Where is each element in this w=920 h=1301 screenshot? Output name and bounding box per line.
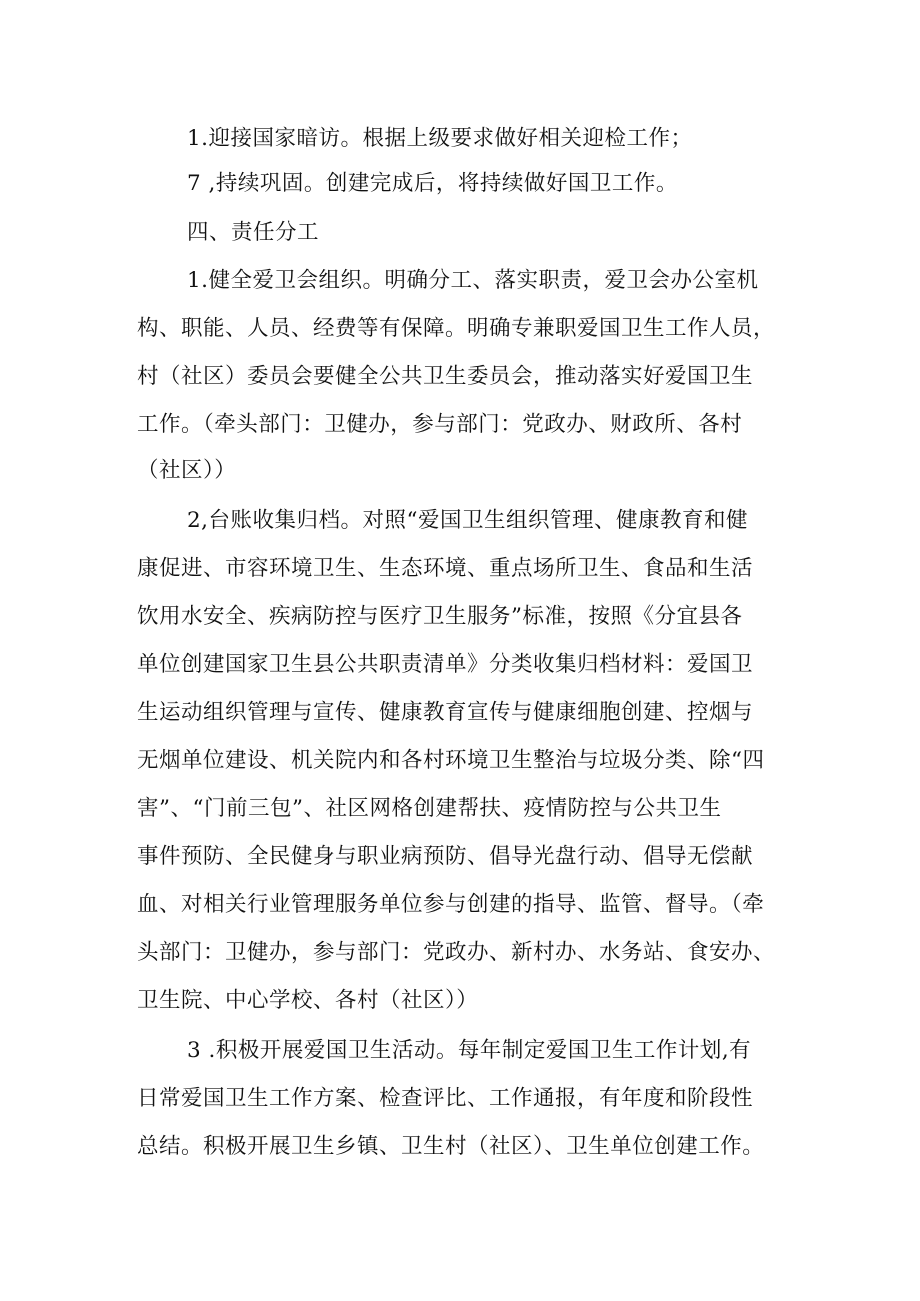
item1-line: （社区）） xyxy=(137,458,237,483)
item3-line: 3 .积极开展爱国卫生活动。每年制定爱国卫生工作计划,有 xyxy=(187,1038,752,1063)
item2-line: 康促进、市容环境卫生、生态环境、重点场所卫生、食品和生活 xyxy=(137,556,754,581)
item3-line: 日常爱国卫生工作方案、检查评比、工作通报，有年度和阶段性 xyxy=(137,1086,754,1111)
paragraph-2: 7 ,持续巩固。创建完成后，将持续做好国卫工作。 xyxy=(187,171,678,196)
section-heading: 四、责任分工 xyxy=(187,220,320,245)
item2-line: 2,台账收集归档。对照“爱国卫生组织管理、健康教育和健 xyxy=(187,508,749,533)
item1-line: 构、职能、人员、经费等有保障。明确专兼职爱国卫生工作人员， xyxy=(137,316,776,341)
item3-line: 总结。积极开展卫生乡镇、卫生村（社区）、卫生单位创建工作。 xyxy=(137,1134,765,1159)
item1-line: 工作。（牵头部门：卫健办，参与部门：党政办、财政所、各村 xyxy=(137,412,743,437)
item2-line: 头部门：卫健办，参与部门：党政办、新村办、水务站、食安办、 xyxy=(137,940,776,965)
item1-line: 1.健全爱卫会组织。明确分工、落实职责，爱卫会办公室机 xyxy=(187,268,759,293)
item2-line: 卫生院、中心学校、各村（社区）） xyxy=(137,988,479,1013)
item2-line: 单位创建国家卫生县公共职责清单》分类收集归档材料：爱国卫 xyxy=(137,652,754,677)
item1-line: 村（社区）委员会要健全公共卫生委员会，推动落实好爱国卫生 xyxy=(137,364,754,389)
item2-line: 生运动组织管理与宣传、健康教育宣传与健康细胞创建、控烟与 xyxy=(137,700,754,725)
item2-line: 害”、“门前三包”、社区网格创建帮扶、疫情防控与公共卫生 xyxy=(137,796,722,821)
paragraph-1: 1.迎接国家暗访。根据上级要求做好相关迎检工作； xyxy=(187,126,693,151)
item2-line: 无烟单位建设、机关院内和各村环境卫生整治与垃圾分类、除“四 xyxy=(137,748,765,773)
item2-line: 饮用水安全、疾病防控与医疗卫生服务”标准，按照《分宜县各 xyxy=(137,604,743,629)
item2-line: 事件预防、全民健身与职业病预防、倡导光盘行动、倡导无偿献 xyxy=(137,844,754,869)
item2-line: 血、对相关行业管理服务单位参与创建的指导、监管、督导。（牵 xyxy=(137,892,765,917)
